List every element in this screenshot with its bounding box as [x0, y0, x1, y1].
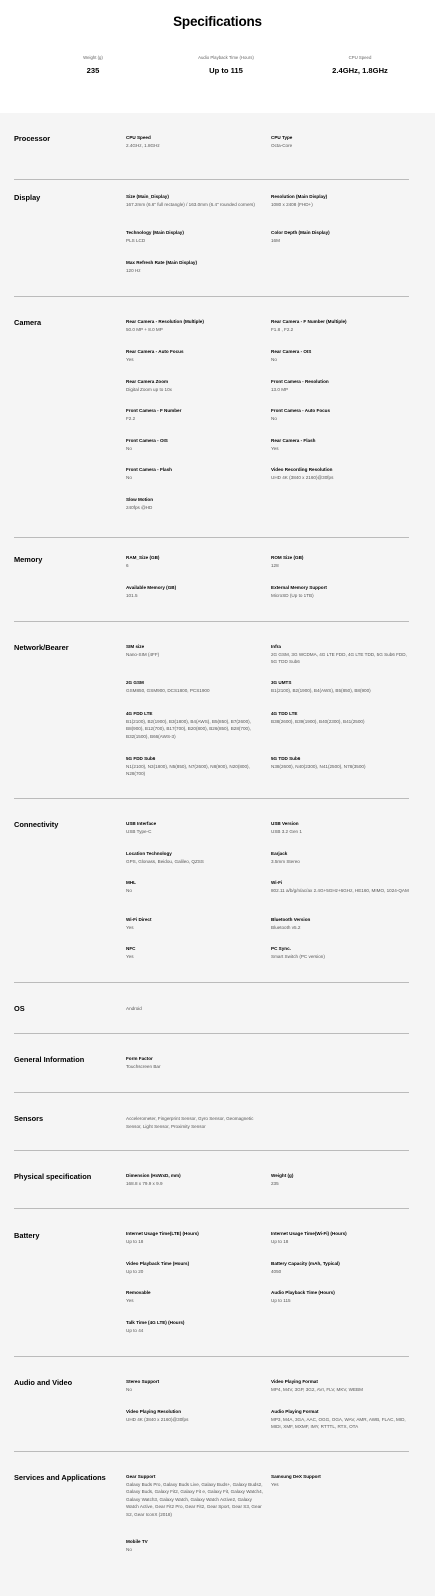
spec-value: GSM850, GSM900, DCS1800, PCS1900	[126, 687, 210, 693]
spec-name: Removable	[126, 1290, 151, 1295]
spec-value: B1(2100), B2(1900), B3(1800), B4(AWS), B5(850), B7(2600), B8(900), B12(700), B17(700), B20(800), B26(850), B28(700), B32(1500), B66(AWS-3)	[126, 718, 251, 739]
spec-item	[271, 438, 409, 452]
spec-item	[126, 585, 264, 599]
spec-value: 802.11 a/b/g/n/ac/ax 2.4G+5GHz+6GHz, HE160, MIMO, 1024-QAM	[271, 887, 409, 893]
spec-value: Up to 20	[126, 1268, 144, 1274]
section-title-camera: Camera	[14, 318, 42, 327]
spec-item	[271, 711, 409, 725]
spec-name: Rear Camera - Resolution (Multiple)	[126, 319, 204, 324]
spec-item	[271, 349, 409, 363]
section-title-general-information: General Information	[14, 1055, 85, 1064]
spec-name: Front Camera - Flash	[126, 467, 172, 472]
spec-name: MHL	[126, 880, 136, 885]
spec-name: Rear Camera - Flash	[271, 438, 316, 443]
spec-item	[126, 1005, 264, 1013]
section-title-battery: Battery	[14, 1231, 40, 1240]
spec-value: USB Type-C	[126, 828, 152, 834]
spec-name: PC Sync.	[271, 946, 291, 951]
spec-item	[271, 1290, 409, 1304]
spec-value: No	[271, 356, 277, 362]
spec-name: Location Technology	[126, 851, 172, 856]
section-divider	[14, 1356, 409, 1357]
specs-header	[0, 0, 435, 113]
spec-value: 168.8 x 79.9 x 9.9	[126, 1180, 163, 1186]
spec-name: Samsung DeX Support	[271, 1474, 321, 1479]
spec-value: Up to 18	[271, 1238, 289, 1244]
spec-item	[126, 408, 264, 422]
spec-item	[126, 1261, 264, 1275]
highlight-value: 2.4GHz, 1.8GHz	[332, 66, 388, 75]
spec-name: Audio Playing Format	[271, 1409, 319, 1414]
spec-item	[271, 917, 409, 931]
section-divider	[14, 1208, 409, 1209]
spec-name: Slow Motion	[126, 497, 154, 502]
spec-name: USB Interface	[126, 821, 157, 826]
spec-item	[271, 1379, 409, 1393]
spec-name: CPU Type	[271, 135, 293, 140]
spec-name: Front Camera - Resolution	[271, 379, 329, 384]
spec-name: Resolution (Main Display)	[271, 194, 328, 199]
spec-value: 2.4GHz, 1.8GHz	[126, 142, 160, 148]
spec-item	[126, 230, 264, 244]
spec-name: Wi-Fi	[271, 880, 283, 885]
spec-item	[271, 194, 409, 208]
spec-name: Wi-Fi Direct	[126, 917, 152, 922]
spec-item	[271, 880, 409, 894]
spec-item	[126, 880, 264, 894]
spec-item	[126, 756, 264, 778]
spec-value: Yes	[271, 1481, 279, 1487]
spec-name: ROM Size (GB)	[271, 555, 304, 560]
spec-item	[126, 349, 264, 363]
spec-value: 3.5mm Stereo	[271, 858, 300, 864]
spec-value: Up to 44	[126, 1327, 144, 1333]
spec-value: MP3, M4A, 3GA, AAC, OGG, OGA, WAV, AMR, AWB, FLAC, MID, MIDI, XMF, MXMF, IMY, RTTTL, RTX, OTA	[271, 1416, 406, 1429]
spec-item	[271, 135, 409, 149]
spec-name: 2G GSM	[126, 680, 144, 685]
spec-item	[126, 1474, 264, 1518]
spec-value: Bluetooth v5.2	[271, 924, 301, 930]
spec-item	[271, 946, 409, 960]
spec-name: Rear Camera - Auto Focus	[126, 349, 184, 354]
spec-name: Front Camera - F Number	[126, 408, 182, 413]
spec-item	[126, 260, 264, 274]
spec-name: 5G FDD Sub6	[126, 756, 156, 761]
spec-value: 235	[271, 1180, 279, 1186]
spec-item	[126, 135, 264, 149]
spec-item	[126, 1320, 264, 1334]
spec-value: No	[126, 445, 132, 451]
spec-item	[126, 680, 264, 694]
spec-value: 4050	[271, 1268, 282, 1274]
spec-name: Rear Camera Zoom	[126, 379, 169, 384]
spec-name: Audio Playback Time (Hours)	[271, 1290, 335, 1295]
highlight-label: Weight (g)	[83, 55, 103, 60]
spec-value: B38(2600), B39(1900), B40(2300), B41(2500)	[271, 718, 365, 724]
section-title-display: Display	[14, 193, 41, 202]
spec-value: UHD 4K (3840 x 2160)@30fps	[126, 1416, 189, 1422]
spec-name: Video Playback Time (Hours)	[126, 1261, 190, 1266]
spec-name: CPU Speed	[126, 135, 151, 140]
spec-name: Front Camera - Auto Focus	[271, 408, 331, 413]
spec-item	[126, 319, 264, 333]
spec-item	[271, 1231, 409, 1245]
spec-item	[126, 1379, 264, 1393]
spec-name: Technology (Main Display)	[126, 230, 184, 235]
spec-value: MicroSD (Up to 1TB)	[271, 592, 314, 598]
spec-value: GPS, Glonass, Beidou, Galileo, QZSS	[126, 858, 204, 864]
spec-item	[271, 379, 409, 393]
spec-value: Octa-Core	[271, 142, 293, 148]
spec-name: Dimension (HxWxD, mm)	[126, 1173, 181, 1178]
highlight-weight	[28, 55, 158, 75]
spec-value: 1080 x 2408 (FHD+)	[271, 201, 313, 207]
spec-item	[126, 467, 264, 481]
spec-value: MP4, M4V, 3GP, 3G2, AVI, FLV, MKV, WEBM	[271, 1386, 363, 1392]
spec-item	[126, 1115, 264, 1130]
spec-name: External Memory Support	[271, 585, 327, 590]
section-divider	[14, 179, 409, 180]
spec-value: 120 Hz	[126, 267, 141, 273]
spec-item	[271, 408, 409, 422]
spec-name: Front Camera - OIS	[126, 438, 168, 443]
spec-item	[126, 497, 264, 511]
page-title: Specifications	[173, 14, 262, 29]
spec-name: Max Refresh Rate (Main Display)	[126, 260, 197, 265]
spec-item	[271, 680, 409, 694]
spec-item	[271, 644, 409, 666]
spec-value: 101.5	[126, 592, 138, 598]
section-divider	[14, 621, 409, 622]
spec-name: Video Playing Format	[271, 1379, 318, 1384]
spec-name: Color Depth (Main Display)	[271, 230, 330, 235]
spec-item	[126, 1539, 264, 1553]
section-title-memory: Memory	[14, 555, 43, 564]
spec-value: Yes	[271, 445, 279, 451]
spec-name: Stereo Support	[126, 1379, 160, 1384]
section-divider	[14, 1033, 409, 1034]
spec-item	[271, 585, 409, 599]
spec-name: USB Version	[271, 821, 299, 826]
spec-name: SIM size	[126, 644, 145, 649]
spec-name: Talk Time (4G LTE) (Hours)	[126, 1320, 185, 1325]
section-title-network: Network/Bearer	[14, 643, 69, 652]
section-title-os: OS	[14, 1004, 25, 1013]
spec-name: Video Recording Resolution	[271, 467, 333, 472]
spec-value: Yes	[126, 953, 134, 959]
spec-name: Available Memory (GB)	[126, 585, 177, 590]
spec-item	[126, 821, 264, 835]
spec-list	[0, 113, 435, 1596]
spec-value: B1(2100), B2(1900), B4(AWS), B5(850), B8(900)	[271, 687, 371, 693]
spec-value: 50.0 MP + 8.0 MP	[126, 326, 163, 332]
spec-value: No	[126, 474, 132, 480]
spec-item	[271, 1173, 409, 1187]
section-divider	[14, 1451, 409, 1452]
spec-name: NFC	[126, 946, 136, 951]
spec-item	[271, 555, 409, 569]
spec-item	[126, 438, 264, 452]
spec-name: Rear Camera - F Number (Multiple)	[271, 319, 347, 324]
spec-value: UHD 4K (3840 x 2160)@30fps	[271, 474, 334, 480]
spec-name: Weight (g)	[271, 1173, 294, 1178]
spec-item	[126, 1231, 264, 1245]
highlight-label: Audio Playback Time (Hours)	[198, 55, 254, 60]
spec-name: 5G TDD Sub6	[271, 756, 301, 761]
section-title-processor: Processor	[14, 134, 51, 143]
spec-value: Smart Switch (PC version)	[271, 953, 325, 959]
spec-value: USB 3.2 Gen 1	[271, 828, 302, 834]
spec-value: No	[271, 415, 277, 421]
spec-value: Up to 18	[126, 1238, 144, 1244]
spec-item	[126, 1290, 264, 1304]
spec-item	[271, 230, 409, 244]
section-title-connectivity: Connectivity	[14, 820, 59, 829]
spec-name: Internet Usage Time(LTE) (Hours)	[126, 1231, 199, 1236]
spec-item	[126, 1056, 264, 1070]
spec-value: 6	[126, 562, 129, 568]
spec-name: Earjack	[271, 851, 288, 856]
spec-value: Galaxy Buds Pro, Galaxy Buds Live, Galaxy Buds+, Galaxy Buds2, Galaxy Buds, Galaxy Fit2, Galaxy Fit e, Galaxy Fit, Galaxy Watch4, Galaxy Watch3, Galaxy Watch, Galaxy Watch Active2, Galaxy Watch Active, Gear Fit2 Pro, Gear Fit2, Gear Sport, Gear S3, Gear S2, Gear IconX (2018)	[126, 1481, 263, 1517]
spec-item	[271, 1409, 409, 1431]
spec-item	[126, 644, 264, 658]
section-title-audio-and-video: Audio and Video	[14, 1378, 73, 1387]
spec-value: Nano-SIM (4FF)	[126, 651, 160, 657]
spec-name: Battery Capacity (mAh, Typical)	[271, 1261, 340, 1266]
spec-value: Touchscreen Bar	[126, 1063, 161, 1069]
section-title-physical-specification: Physical specification	[14, 1172, 92, 1181]
section-divider	[14, 982, 409, 983]
spec-name: Internet Usage Time(Wi-Fi) (Hours)	[271, 1231, 347, 1236]
spec-value: 128	[271, 562, 279, 568]
spec-value: 2G GSM, 3G WCDMA, 4G LTE FDD, 4G LTE TDD, 5G Sub6 FDD, 5G TDD Sub6	[271, 651, 407, 664]
spec-item	[126, 379, 264, 393]
spec-name: Form Factor	[126, 1056, 153, 1061]
spec-item	[271, 467, 409, 481]
spec-value: 240fps @HD	[126, 504, 153, 510]
spec-item	[271, 756, 409, 770]
spec-value: Android	[126, 1006, 142, 1011]
spec-value: F2.2	[126, 415, 136, 421]
section-title-sensors: Sensors	[14, 1114, 44, 1123]
spec-value: PLS LCD	[126, 237, 146, 243]
spec-item	[271, 851, 409, 865]
section-divider	[14, 1092, 409, 1093]
section-title-services-and-applications: Services and Applications	[14, 1473, 106, 1482]
spec-item	[271, 319, 409, 333]
spec-value: F1.8 , F2.2	[271, 326, 294, 332]
spec-name: Video Playing Resolution	[126, 1409, 182, 1414]
section-divider	[14, 537, 409, 538]
spec-item	[126, 851, 264, 865]
section-divider	[14, 798, 409, 799]
spec-value: 13.0 MP	[271, 386, 289, 392]
spec-name: 3G UMTS	[271, 680, 292, 685]
section-divider	[14, 1150, 409, 1151]
spec-value: Up to 115	[271, 1297, 291, 1303]
spec-value: Accelerometer, Fingerprint Sensor, Gyro Sensor, Geomagnetic Sensor, Light Sensor, Proximity Sensor	[126, 1116, 254, 1129]
highlight-audio-playback	[161, 55, 291, 75]
spec-item	[126, 917, 264, 931]
spec-value: Yes	[126, 924, 134, 930]
highlight-value: Up to 115	[209, 66, 243, 75]
section-divider	[14, 296, 409, 297]
spec-name: Infra	[271, 644, 281, 649]
spec-item	[126, 711, 264, 740]
spec-name: Mobile TV	[126, 1539, 148, 1544]
spec-value: No	[126, 1546, 132, 1552]
spec-item	[126, 1173, 264, 1187]
spec-item	[126, 1409, 264, 1423]
spec-item	[126, 946, 264, 960]
spec-item	[271, 1261, 409, 1275]
spec-value: No	[126, 887, 132, 893]
spec-value: Digital Zoom up to 10x	[126, 386, 172, 392]
spec-name: 4G FDD LTE	[126, 711, 153, 716]
spec-name: 4G TDD LTE	[271, 711, 298, 716]
highlight-value: 235	[86, 66, 100, 75]
spec-name: RAM_Size (GB)	[126, 555, 160, 560]
highlight-label: CPU Speed	[348, 55, 372, 60]
spec-value: 167.2mm (6.6" full rectangle) / 163.0mm (6.4" rounded corners)	[126, 201, 255, 207]
spec-value: 16M	[271, 237, 280, 243]
spec-value: No	[126, 1386, 132, 1392]
spec-name: Gear Support	[126, 1474, 156, 1479]
spec-item	[126, 194, 264, 208]
spec-item	[126, 555, 264, 569]
spec-item	[271, 1474, 409, 1488]
spec-name: Size (Main_Display)	[126, 194, 169, 199]
highlight-cpu-speed	[295, 55, 425, 75]
spec-name: Bluetooth Version	[271, 917, 311, 922]
spec-value: N1(2100), N3(1800), N5(850), N7(2600), N8(900), N20(800), N28(700)	[126, 763, 250, 776]
spec-value: Yes	[126, 356, 134, 362]
spec-value: N38(2600), N40(2300), N41(2500), N78(3500)	[271, 763, 366, 769]
spec-name: Rear Camera - OIS	[271, 349, 312, 354]
spec-value: Yes	[126, 1297, 134, 1303]
spec-item	[271, 821, 409, 835]
